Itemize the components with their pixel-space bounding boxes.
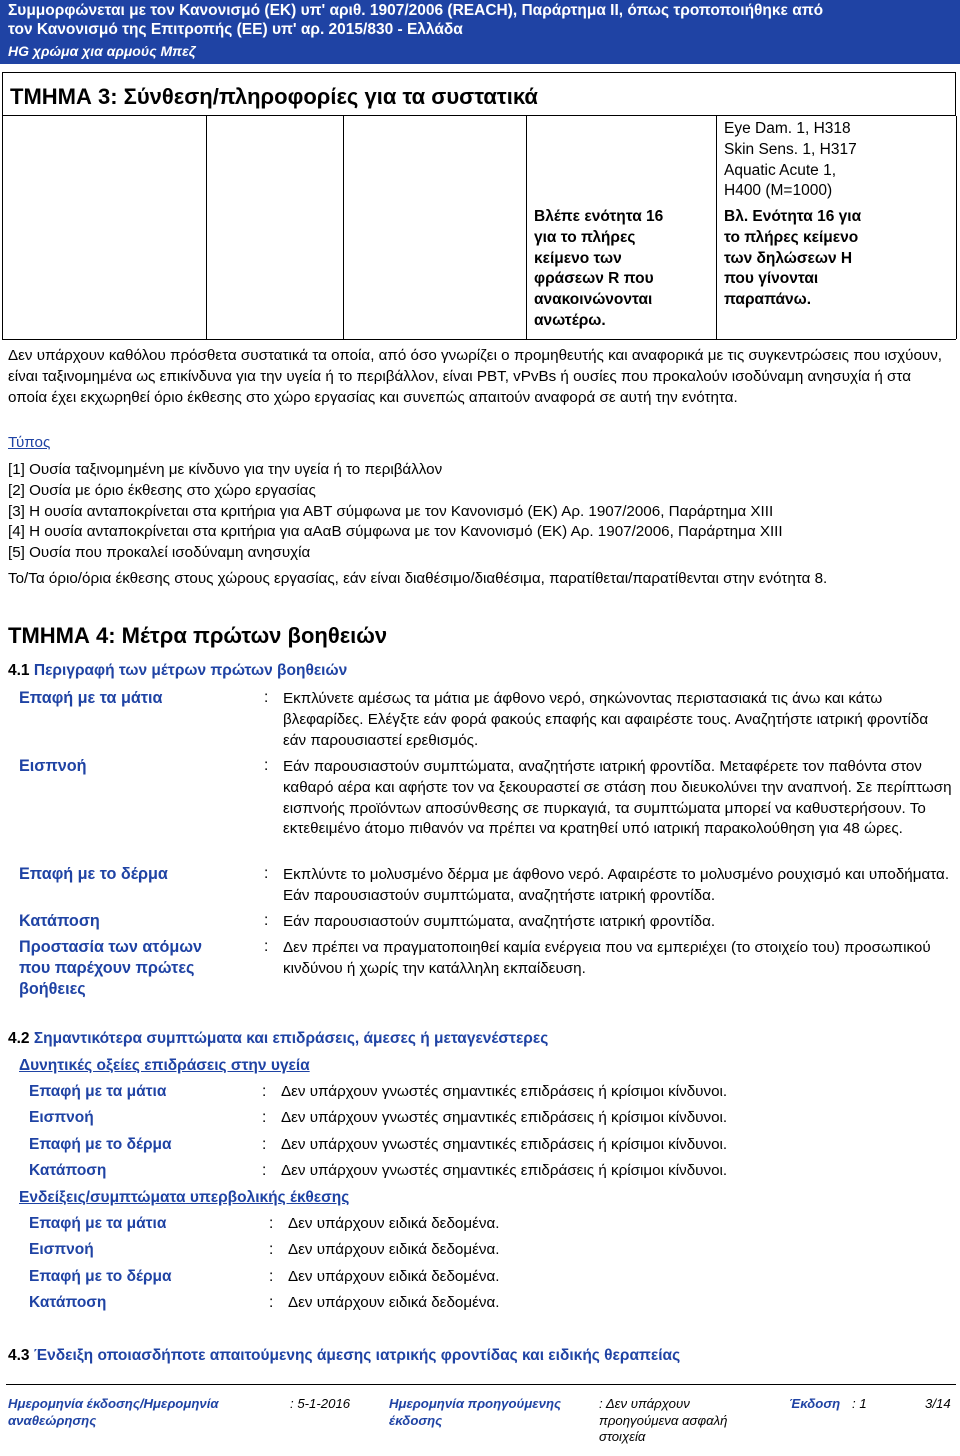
footer-version-label: Έκδοση [789, 1396, 841, 1411]
acute-text-eyes: Δεν υπάρχουν γνωστές σημαντικές επιδράσεις ή κρίσιμοι κίνδυνοι. [281, 1083, 728, 1100]
acute-effects-heading: Δυνητικές οξείες επιδράσεις στην υγεία [19, 1057, 310, 1074]
type-link[interactable]: Τύπος [8, 434, 51, 451]
subsection-title: Ένδειξη οποιασδήποτε απαιτούμενης άμεσης ιατρικής φροντίδας και ειδικής θεραπείας [33, 1347, 681, 1364]
type-item: [2] Ουσία με όριο έκθεσης στο χώρο εργασίας [8, 481, 316, 499]
type-item: [3] Η ουσία ανταποκρίνεται στα κριτήρια για ΑΒΤ σύμφωνα με τον Κανονισμό (ΕΚ) Αρ. 1907/2006, Παράρτημα XIII [8, 502, 774, 520]
subsection-number: 4.1 [8, 662, 30, 679]
subsection-title: Περιγραφή των μέτρων πρώτων βοηθειών [33, 662, 348, 679]
subsection-title: Σημαντικότερα συμπτώματα και επιδράσεις, άμεσες ή μεταγενέστερες [33, 1030, 549, 1047]
note-line: φράσεων R που [534, 270, 654, 288]
r-phrases-note [534, 207, 714, 332]
acute-label-ingestion: Κατάποση [29, 1162, 107, 1179]
h-statements-note [724, 207, 954, 311]
first-aid-text-inhalation: Εάν παρουσιαστούν συμπτώματα, αναζητήστε ιατρική φροντίδα. Μεταφέρετε τον παθόντα στον καθαρό αέρα και αφήστε τον να ξεκουραστεί σε στάση που διευκολύνει την αναπνοή. Σε περίπτωση εισπνοής προϊόντων αποσύνθεσης σε πυρκαγιά, τα συμπτώματα μπορεί να καθυστερήσουν. Το εκτεθειμένο άτομο πιθανόν να πρέπει να κρατηθεί υπό ιατρική παρακολούθηση για 48 ώρες. [283, 758, 952, 838]
colon-separator: : [269, 1294, 274, 1311]
first-aid-text-skin: Εκπλύντε το μολυσμένο δέρμα με άφθονο νερό. Αφαιρέστε το μολυσμένο ρουχισμό και υποδήματα. Εάν παρουσιαστούν συμπτώματα, αναζητήστε ιατρική φροντίδα. [283, 866, 950, 904]
acute-label-inhalation: Εισπνοή [29, 1109, 94, 1126]
overexposure-text-skin: Δεν υπάρχουν ειδικά δεδομένα. [288, 1268, 500, 1285]
type-item: [5] Ουσία που προκαλεί ισοδύναμη ανησυχία [8, 544, 311, 562]
footer-divider [6, 1384, 956, 1385]
colon-separator: : [269, 1241, 274, 1258]
exposure-limits-note: Το/Τα όριο/όρια έκθεσης στους χώρους εργασίας, εάν είναι διαθέσιμο/διαθέσιμα, παρατίθεται/παρατίθενται στην ενότητα 8. [8, 570, 828, 587]
overexposure-label-ingestion: Κατάποση [29, 1294, 107, 1311]
note-line: παραπάνω. [724, 291, 812, 309]
acute-label-eyes: Επαφή με τα μάτια [29, 1083, 167, 1100]
colon-separator: : [262, 1109, 267, 1126]
type-list [8, 460, 783, 564]
subsection-4-2-heading [8, 1030, 548, 1048]
table-border-right [956, 116, 957, 339]
note-line: των δηλώσεων Η [724, 249, 853, 267]
classification-cell [724, 119, 954, 202]
note-line: Βλ. Ενότητα 16 για [724, 208, 862, 225]
first-aid-label-ingestion: Κατάποση [19, 912, 100, 930]
regulation-line-2: τον Κανονισμό της Επιτροπής (ΕΕ) υπ' αρ. 2015/830 - Ελλάδα [8, 21, 463, 38]
overexposure-heading: Ενδείξεις/συμπτώματα υπερβολικής έκθεσης [19, 1189, 350, 1206]
no-additional-ingredients-paragraph: Δεν υπάρχουν καθόλου πρόσθετα συστατικά τα οποία, από όσο γνωρίζει ο προμηθευτής και αναφορικά με τις συγκεντρώσεις που ισχύουν, είναι ταξινομημένα ως επικίνδυνα για την υγεία ή το περιβάλλον, είναι PBT, vPvBs ή ουσίες που προκαλούν ισοδύναμη ανησυχία ή στα οποία έχει εκχωρηθεί όριο έκθεσης στο χώρο εργασίας και συνεπώς απαιτούν αναφορά σε αυτή την ενότητα. [8, 347, 943, 406]
note-line: για το πλήρες [534, 228, 636, 246]
table-border-left [2, 116, 3, 339]
subsection-4-1-heading [8, 662, 347, 680]
note-line: το πλήρες κείμενο [724, 228, 859, 246]
overexposure-label-eyes: Επαφή με τα μάτια [29, 1215, 167, 1232]
colon-separator: : [264, 689, 269, 706]
classification-line: Aquatic Acute 1, [724, 161, 837, 179]
colon-separator: : [264, 865, 269, 882]
colon-separator: : [262, 1083, 267, 1100]
colon-separator: : [269, 1268, 274, 1285]
first-aid-text-eyes: Εκπλύνετε αμέσως τα μάτια με άφθονο νερό, σηκώνοντας περιστασιακά τις άνω και κάτω βλεφαρίδες. Ελέγξτε εάν φορά φακούς επαφής και αφαιρέστε τους. Αναζητήστε ιατρική φροντίδα εάν παρουσιαστεί ερεθισμός. [283, 690, 929, 749]
subsection-number: 4.3 [8, 1347, 30, 1364]
footer-issue-date-value: : 5-1-2016 [290, 1396, 351, 1411]
note-line: ανωτέρω. [534, 311, 606, 329]
table-divider-4 [716, 116, 717, 339]
section-3-title: ΤΜΗΜΑ 3: Σύνθεση/πληροφορίες για τα συστατικά [10, 84, 538, 109]
colon-separator: : [269, 1215, 274, 1232]
colon-separator: : [264, 938, 269, 955]
colon-separator: : [262, 1136, 267, 1153]
subsection-number: 4.2 [8, 1030, 30, 1047]
acute-text-inhalation: Δεν υπάρχουν γνωστές σημαντικές επιδράσεις ή κρίσιμοι κίνδυνοι. [281, 1109, 728, 1126]
note-line: ανακοινώνονται [534, 291, 653, 309]
note-line: κείμενο των [534, 249, 622, 267]
overexposure-text-eyes: Δεν υπάρχουν ειδικά δεδομένα. [288, 1215, 500, 1232]
footer-previous-date-value: : Δεν υπάρχουν προηγούμενα ασφαλή στοιχεία [599, 1396, 728, 1444]
colon-separator: : [262, 1162, 267, 1179]
first-aid-text-rescuers: Δεν πρέπει να πραγματοποιηθεί καμία ενέργεια που να εμπεριέχει (το στοιχείο του) προσωπικού κινδύνου ή χωρίς την κατάλληλη εκπαίδευση. [283, 939, 931, 977]
overexposure-text-ingestion: Δεν υπάρχουν ειδικά δεδομένα. [288, 1294, 500, 1311]
table-divider-2 [343, 116, 344, 339]
classification-line: H400 (M=1000) [724, 182, 833, 200]
table-divider-3 [526, 116, 527, 339]
note-line: που γίνονται [724, 270, 819, 288]
overexposure-text-inhalation: Δεν υπάρχουν ειδικά δεδομένα. [288, 1241, 500, 1258]
type-item: [4] Η ουσία ανταποκρίνεται στα κριτήρια για αΑαΒ σύμφωνα με τον Κανονισμό (ΕΚ) Αρ. 1907/2006, Παράρτημα XIII [8, 523, 783, 541]
document-header [0, 0, 960, 64]
colon-separator: : [264, 912, 269, 929]
first-aid-label-eyes: Επαφή με τα μάτια [19, 689, 163, 707]
first-aid-label-rescuers: Προστασία των ατόμων που παρέχουν πρώτες βοήθειες [19, 938, 203, 998]
acute-text-ingestion: Δεν υπάρχουν γνωστές σημαντικές επιδράσεις ή κρίσιμοι κίνδυνοι. [281, 1162, 728, 1179]
footer-page-number: 3/14 [925, 1396, 951, 1411]
colon-separator: : [264, 757, 269, 774]
footer-previous-date-label: Ημερομηνία προηγούμενης έκδοσης [389, 1396, 562, 1428]
classification-line: Skin Sens. 1, H317 [724, 140, 857, 158]
acute-label-skin: Επαφή με το δέρμα [29, 1136, 172, 1153]
footer-issue-date-label: Ημερομηνία έκδοσης/Ημερομηνία αναθεώρησης [8, 1396, 219, 1428]
type-item: [1] Ουσία ταξινομημένη με κίνδυνο για την υγεία ή το περιβάλλον [8, 461, 443, 478]
acute-text-skin: Δεν υπάρχουν γνωστές σημαντικές επιδράσεις ή κρίσιμοι κίνδυνοι. [281, 1136, 728, 1153]
product-name: HG χρώμα χια αρμούς Μπεζ [8, 43, 196, 59]
first-aid-label-inhalation: Εισπνοή [19, 757, 87, 775]
footer-version-value: : 1 [852, 1396, 867, 1411]
first-aid-label-skin: Επαφή με το δέρμα [19, 865, 168, 883]
section-4-title: ΤΜΗΜΑ 4: Μέτρα πρώτων βοηθειών [8, 623, 388, 648]
overexposure-label-inhalation: Εισπνοή [29, 1241, 94, 1258]
regulation-line-1: Συμμορφώνεται με τον Κανονισμό (ΕΚ) υπ' αριθ. 1907/2006 (REACH), Παράρτημα II, όπως τροποποιήθηκε από [8, 2, 824, 19]
classification-line: Eye Dam. 1, H318 [724, 120, 851, 137]
first-aid-text-ingestion: Εάν παρουσιαστούν συμπτώματα, αναζητήστε ιατρική φροντίδα. [283, 913, 716, 930]
table-divider-1 [206, 116, 207, 339]
note-line: Βλέπε ενότητα 16 [534, 208, 664, 225]
subsection-4-3-heading [8, 1347, 680, 1365]
table-bottom-border [2, 339, 956, 341]
overexposure-label-skin: Επαφή με το δέρμα [29, 1268, 172, 1285]
